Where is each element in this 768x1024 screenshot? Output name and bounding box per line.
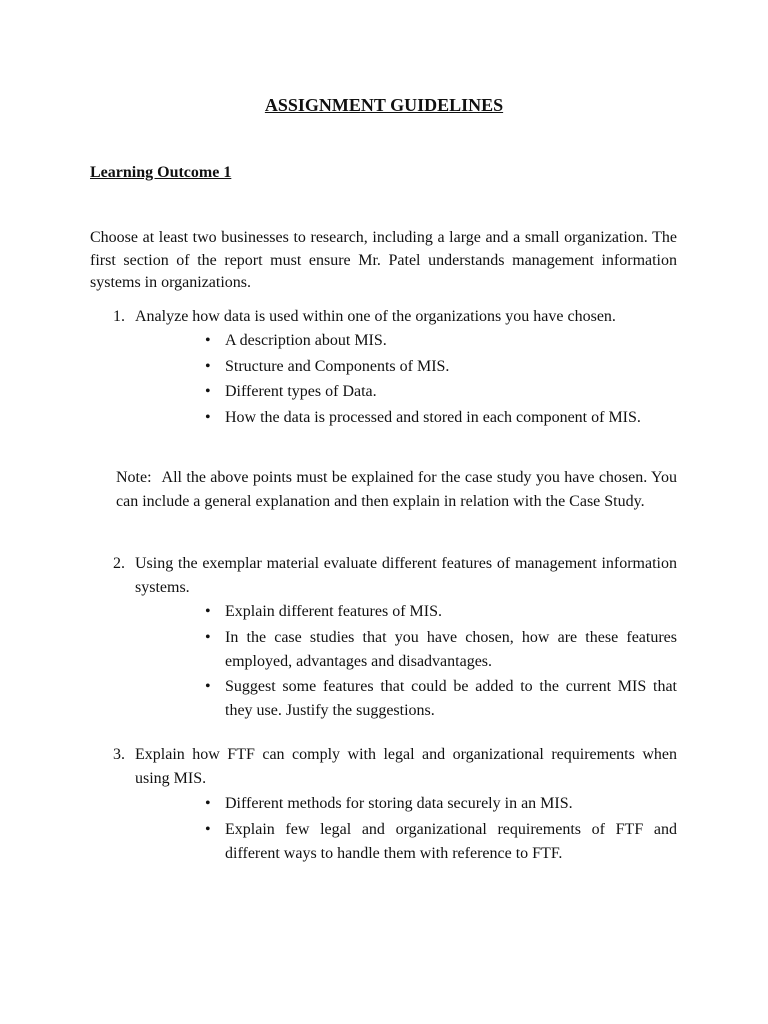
item-number: 2. [113, 555, 125, 572]
intro-paragraph: Choose at least two businesses to research, including a large and a small organization. The first section of the report must ensure Mr. Patel understands management information systems in organizations. [90, 229, 677, 291]
item-text: Using the exemplar material evaluate different features of management information systems. [135, 555, 677, 596]
bullet-text: Explain few legal and organizational requirements of FTF and different ways to handle them with reference to FTF. [225, 820, 677, 862]
section-heading: Learning Outcome 1 [90, 164, 232, 181]
list-item [205, 355, 677, 379]
bullet-icon: • [205, 678, 211, 695]
bullet-list-2 [205, 600, 677, 725]
bullet-text: In the case studies that you have chosen, how are these features employed, advantages and disadvantages. [225, 628, 677, 670]
numbered-item-3 [113, 743, 677, 790]
item-number: 1. [113, 308, 125, 325]
bullet-text: A description about MIS. [225, 332, 387, 349]
item-number: 3. [113, 746, 125, 763]
note-paragraph [116, 466, 677, 513]
note-label: Note: [116, 469, 152, 486]
bullet-icon: • [205, 820, 211, 838]
bullet-text: Suggest some features that could be added to the current MIS that they use. Justify the suggestions. [225, 678, 677, 719]
bullet-icon: • [205, 357, 211, 375]
item-text: Analyze how data is used within one of the organizations you have chosen. [135, 308, 616, 325]
list-item [205, 406, 677, 430]
list-item [205, 792, 677, 816]
list-item [205, 600, 677, 624]
bullet-text: How the data is processed and stored in each component of MIS. [225, 408, 641, 426]
item-text: Explain how FTF can comply with legal and organizational requirements when using MIS. [135, 746, 677, 787]
bullet-list-3 [205, 792, 677, 867]
bullet-icon: • [205, 408, 211, 426]
list-item [205, 380, 677, 404]
bullet-text: Explain different features of MIS. [225, 603, 442, 620]
bullet-list-1 [205, 329, 677, 431]
bullet-icon: • [205, 383, 211, 400]
bullet-icon: • [205, 628, 211, 646]
bullet-text: Different methods for storing data securely in an MIS. [225, 795, 573, 812]
bullet-icon: • [205, 332, 211, 349]
bullet-text: Different types of Data. [225, 383, 377, 400]
bullet-icon: • [205, 795, 211, 812]
list-item [205, 329, 677, 353]
note-text: All the above points must be explained for the case study you have chosen. You can include a general explanation and then explain in relation with the Case Study. [116, 469, 677, 510]
bullet-icon: • [205, 603, 211, 620]
list-item [205, 675, 677, 723]
bullet-text: Structure and Components of MIS. [225, 357, 450, 375]
list-item [205, 626, 677, 674]
list-item [205, 818, 677, 866]
numbered-item-1 [113, 305, 677, 329]
page-title: ASSIGNMENT GUIDELINES [264, 95, 504, 115]
numbered-item-2 [113, 552, 677, 599]
